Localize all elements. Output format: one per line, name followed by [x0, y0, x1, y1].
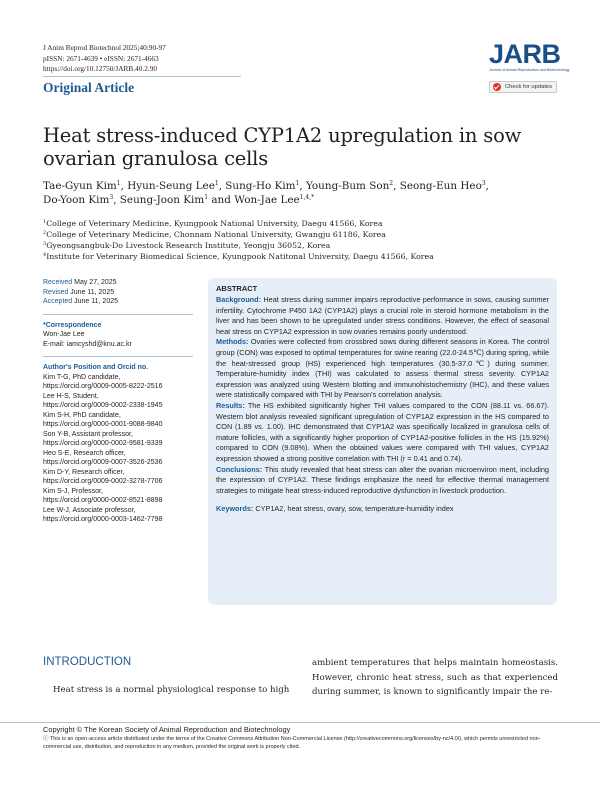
orcid-link[interactable]: https://orcid.org/0009-0002-2338-1945	[43, 402, 163, 409]
check-for-updates-button[interactable]	[489, 81, 557, 93]
check-updates-label: Check for updates	[505, 84, 553, 90]
author-list: Tae-Gyun Kim$^1$, Hyun-Seung Lee$^1$, Sung-Ho Kim$^1$, Young-Bum Son$^2$, Seong-Eun Heo$^3$, Do-Yoon Kim$^3$, Seung-Joon Kim$^1$ and Won-Jae Lee$^{1,4,*}$	[43, 180, 489, 206]
intro-text-right: ambient temperatures that helps maintain homeostasis. However, chronic heat stress, such as that experienced during summer, is known to significantly impair the re-	[312, 658, 558, 697]
orcid-line: Kim T-G, PhD candidate,	[43, 373, 121, 381]
author: Won-Jae Lee$^{1,4,*}$	[234, 193, 315, 206]
orcid-link[interactable]: https://orcid.org/0009-0007-3526-2536	[43, 459, 163, 466]
orcid-line: Kim S-H, PhD candidate,	[43, 411, 121, 419]
author: Do-Yoon Kim$^3$	[43, 193, 114, 206]
issn: pISSN: 2671-4639 • eISSN: 2671-4663	[43, 53, 159, 63]
accepted-date: Accepted June 11, 2025	[43, 298, 118, 305]
copyright-notice: Copyright © The Korean Society of Animal Reproduction and Biotechnology	[43, 725, 291, 734]
article-type: Original Article	[43, 80, 135, 95]
journal-meta	[43, 43, 166, 75]
journal-citation: J Anim Reprod Biotechnol 2025;40:90-97	[43, 43, 166, 52]
affiliation-list	[43, 218, 563, 262]
logo-subtitle: Journal of Animal Reproduction and Biotechnology	[489, 68, 570, 72]
orcid-link[interactable]: https://orcid.org/0009-0002-3278-7706	[43, 478, 163, 485]
affiliation: $^2$College of Veterinary Medicine, Chonnam National University, Gwangju 61186, Korea	[43, 230, 386, 239]
orcid-link[interactable]: https://orcid.org/0000-0002-9581-9339	[43, 440, 163, 447]
correspondence-heading: *Correspondence	[43, 321, 102, 329]
divider	[43, 356, 193, 357]
doi-link[interactable]: https://doi.org/10.12750/JARB.40.2.90	[43, 64, 157, 74]
check-updates-icon	[493, 83, 501, 91]
orcid-heading: Author's Position and Orcid no.	[43, 364, 149, 371]
correspondence-name: Won-Jae Lee	[43, 331, 85, 338]
orcid-line: Kim S-J, Professor,	[43, 487, 103, 495]
orcid-link[interactable]: https://orcid.org/0000-0001-9088-9840	[43, 421, 163, 428]
orcid-link[interactable]: https://orcid.org/0000-0002-8521-8898	[43, 497, 163, 504]
divider	[43, 76, 241, 77]
orcid-line: Heo S-E, Research officer,	[43, 449, 126, 457]
author: Sung-Ho Kim$^1$	[225, 180, 300, 192]
orcid-line: Lee H-S, Student,	[43, 392, 99, 400]
author: Seung-Joon Kim$^1$	[119, 193, 209, 206]
open-access-icon: ⓒ	[43, 736, 50, 742]
abstract-box	[208, 278, 557, 605]
article-title: Heat stress-induced CYP1A2 upregulation in sow ovarian granulosa cells	[43, 124, 522, 170]
orcid-line: Son Y-B, Assistant professor,	[43, 430, 133, 438]
affiliation: $^4$Institute for Veterinary Biomedical Science, Kyungpook Natitonal University, Daegu 41566, Korea	[43, 252, 434, 261]
abstract-results: Results: The HS exhibited significantly higher THI values compared to the CON (88.11 vs. 66.67). Western blot analysis revealed significant upregulation of CYP1A2 expression in the HS compared to CON (1.89 vs. 1.00). IHC demonstrated that CYP1A2 was specifically localized in granulosa cells of mature follicles, with a significantly higher proportion of CYP1A2-positive follicles in the HS (15.92%) compared to CON (9.08%). When the obtained values were compared with THI values, CYP1A2 expression showed a strong positive correlation with THI (r = 0.41 and 0.74).	[216, 400, 549, 463]
footer-divider	[0, 722, 600, 723]
abstract-heading: ABSTRACT	[216, 284, 258, 293]
intro-heading: INTRODUCTION	[43, 656, 132, 668]
license-notice: ⓒ This is an open-access article distributed under the terms of the Creative Commons Attribution Non-Commercial License (http://creativecommons.org/licenses/by-nc/4.0/), which permits unrestricted non-commercial use, distribution, and reproduction in any medium, provided the original work is properly cited.	[43, 736, 541, 750]
keywords: Keywords: CYP1A2, heat stress, ovary, sow, temperature-humidity index	[216, 504, 454, 514]
journal-logo	[489, 39, 570, 73]
orcid-line: Kim D-Y, Research officer,	[43, 468, 125, 476]
author: Seong-Eun Heo$^3$	[399, 180, 486, 192]
author: Hyun-Seung Lee$^1$	[127, 180, 219, 192]
intro-text-left: Heat stress is a normal physiological response to high	[53, 685, 290, 695]
orcid-link[interactable]: https://orcid.org/0000-0003-1462-7798	[43, 516, 163, 523]
author: Young-Bum Son$^2$	[305, 180, 394, 192]
divider	[43, 314, 193, 315]
abstract-methods: Methods: Ovaries were collected from crossbred sows during different seasons in Korea. The control group (CON) was exposed to optimal temperatures for swine rearing (22.0-24.5℃) during spring, while the heat-stressed group (HS) experienced high temperatures (30.5-37.0℃) during summer. Temperature-humidity index (THI) was calculated to assess thermal stress severity. CYP1A2 expression was analyzed using Western blotting and immunohistochemistry (IHC), and these values were statistically compared with THI by Pearson's correlation analysis.	[216, 337, 549, 400]
affiliation: $^3$Gyeongsangbuk-Do Livestock Research Institute, Yeongju 36052, Korea	[43, 241, 331, 250]
abstract-conclusions: Conclusions: This study revealed that heat stress can alter the ovarian microenviron ment, including the expression of CYP1A2. These findings emphasize the need for effective thermal management strategies to mitigate heat stress-induced reproductive dysfunction in livestock production.	[216, 464, 549, 495]
article-sidebar	[43, 278, 208, 525]
revised-date: Revised June 11, 2025	[43, 288, 115, 296]
affiliation: $^1$College of Veterinary Medicine, Kyungpook National University, Daegu 41566, Korea	[43, 219, 383, 228]
orcid-link[interactable]: https://orcid.org/0009-0005-8222-2516	[43, 383, 163, 390]
correspondence-email[interactable]: E-mail: iamcyshd@knu.ac.kr	[43, 340, 132, 348]
abstract-background: Background: Heat stress during summer impairs reproductive performance in sows, causing summer infertility. Cytochrome P450 1A2 (CYP1A2) plays a crucial role in steroid hormone metabolism in the liver and has been shown to be upregulated under stress conditions. However, the effect of seasonal heat stress on CYP1A2 expression in sow ovaries remains poorly understood.	[216, 295, 549, 336]
author: Tae-Gyun Kim$^1$	[43, 180, 121, 192]
orcid-line: Lee W-J, Associate professor,	[43, 506, 136, 514]
logo-text: JARB	[489, 39, 561, 69]
received-date: Received May 27, 2025	[43, 279, 117, 286]
